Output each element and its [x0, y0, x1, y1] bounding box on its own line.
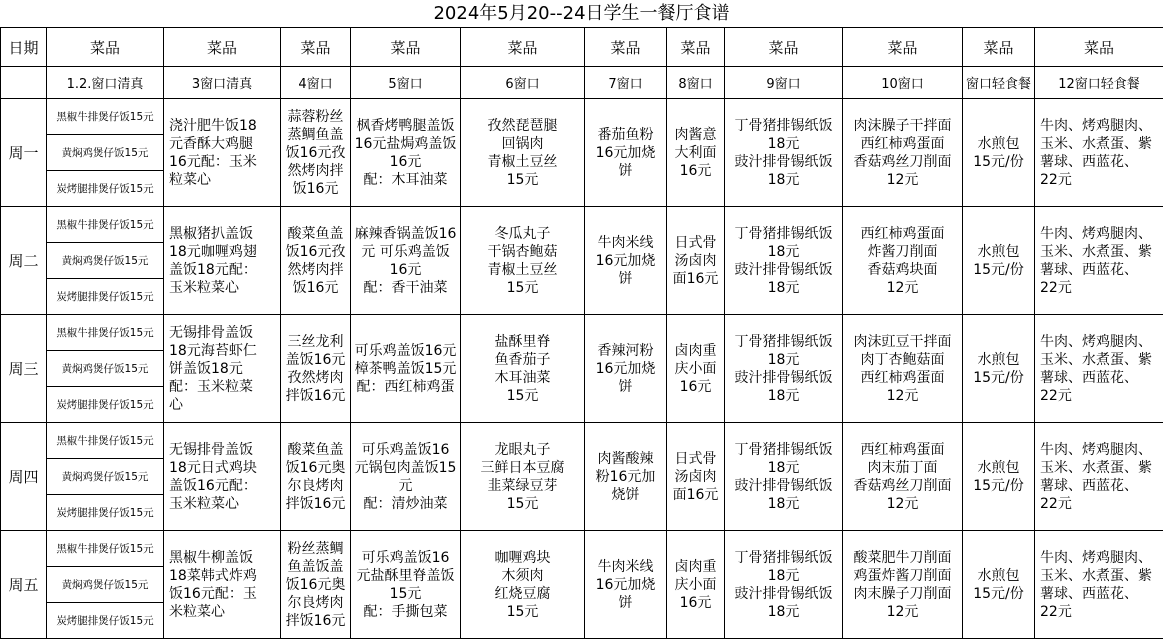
fixed-item: 黑椒牛排煲仔饭15元 — [47, 531, 164, 567]
dish-cell: 水煎包 15元/份 — [963, 423, 1035, 531]
dish-cell: 无锡排骨盖饭 18元海苔虾仁 饼盖饭18元 配：玉米粒菜 心 — [164, 315, 281, 423]
dish-cell: 牛肉、烤鸡腿肉、 玉米、水煮蛋、紫 薯球、西蓝花、 22元 — [1035, 423, 1163, 531]
column-header: 菜品 — [725, 28, 843, 67]
column-header: 菜品 — [963, 28, 1035, 67]
dish-cell: 蒜蓉粉丝 蒸鲷鱼盖 饭16元孜 然烤肉拌 饭16元 — [281, 99, 351, 207]
fixed-item: 炭烤腿排煲仔饭15元 — [47, 279, 164, 315]
window-label: 窗口轻食餐 — [963, 67, 1035, 99]
column-header: 菜品 — [843, 28, 963, 67]
table-row — [1, 423, 1163, 459]
dish-cell: 日式骨 汤卤肉 面16元 — [667, 423, 725, 531]
window-label: 7窗口 — [585, 67, 667, 99]
table-row — [1, 207, 1163, 243]
fixed-item: 黑椒牛排煲仔饭15元 — [47, 423, 164, 459]
window-label: 10窗口 — [843, 67, 963, 99]
dish-cell: 可乐鸡盖饭16 元盐酥里脊盖饭 15元 配：手撕包菜 — [351, 531, 461, 639]
column-header: 菜品 — [667, 28, 725, 67]
table-row — [1, 99, 1163, 135]
fixed-item: 黑椒牛排煲仔饭15元 — [47, 207, 164, 243]
column-header: 菜品 — [1035, 28, 1163, 67]
column-header: 菜品 — [585, 28, 667, 67]
page-title: 2024年5月20--24日学生一餐厅食谱 — [0, 2, 1163, 26]
fixed-item: 黑椒牛排煲仔饭15元 — [47, 99, 164, 135]
dish-cell: 卤肉重 庆小面 16元 — [667, 315, 725, 423]
dish-cell: 丁骨猪排锡纸饭 18元 豉汁排骨锡纸饭 18元 — [725, 99, 843, 207]
day-label: 周五 — [1, 531, 47, 639]
window-label: 9窗口 — [725, 67, 843, 99]
day-label: 周一 — [1, 99, 47, 207]
fixed-item: 黄焖鸡煲仔饭15元 — [47, 567, 164, 603]
dish-cell: 粉丝蒸鲷 鱼盖饭盖 饭16元奥 尔良烤肉 拌饭16元 — [281, 531, 351, 639]
dish-cell: 西红柿鸡蛋面 肉末茄丁面 香菇鸡丝刀削面 12元 — [843, 423, 963, 531]
fixed-item: 炭烤腿排煲仔饭15元 — [47, 603, 164, 639]
dish-cell: 可乐鸡盖饭16 元锅包肉盖饭15 元 配：清炒油菜 — [351, 423, 461, 531]
fixed-item: 炭烤腿排煲仔饭15元 — [47, 387, 164, 423]
dish-cell: 牛肉米线 16元加烧 饼 — [585, 531, 667, 639]
dish-cell: 肉沫臊子干拌面 西红柿鸡蛋面 香菇鸡丝刀削面 12元 — [843, 99, 963, 207]
dish-cell: 枫香烤鸭腿盖饭 16元盐焗鸡盖饭 16元 配：木耳油菜 — [351, 99, 461, 207]
window-label: 8窗口 — [667, 67, 725, 99]
fixed-item: 黄焖鸡煲仔饭15元 — [47, 135, 164, 171]
column-header: 日期 — [1, 28, 47, 67]
table-row — [1, 315, 1163, 351]
header-row — [1, 28, 1163, 67]
day-label: 周三 — [1, 315, 47, 423]
dish-cell: 酸菜肥牛刀削面 鸡蛋炸酱刀削面 肉末臊子刀削面 12元 — [843, 531, 963, 639]
dish-cell: 酸菜鱼盖 饭16元孜 然烤肉拌 饭16元 — [281, 207, 351, 315]
dish-cell: 肉酱意 大利面 16元 — [667, 99, 725, 207]
fixed-item: 黄焖鸡煲仔饭15元 — [47, 351, 164, 387]
dish-cell: 牛肉、烤鸡腿肉、 玉米、水煮蛋、紫 薯球、西蓝花、 22元 — [1035, 99, 1163, 207]
dish-cell: 丁骨猪排锡纸饭 18元 豉汁排骨锡纸饭 18元 — [725, 531, 843, 639]
dish-cell: 水煎包 15元/份 — [963, 207, 1035, 315]
dish-cell: 卤肉重 庆小面 16元 — [667, 531, 725, 639]
dish-cell: 三丝龙利 盖饭16元 孜然烤肉 拌饭16元 — [281, 315, 351, 423]
window-label: 6窗口 — [461, 67, 585, 99]
dish-cell: 咖喱鸡块 木须肉 红烧豆腐 15元 — [461, 531, 585, 639]
dish-cell: 西红柿鸡蛋面 炸酱刀削面 香菇鸡块面 12元 — [843, 207, 963, 315]
column-header: 菜品 — [164, 28, 281, 67]
column-header: 菜品 — [461, 28, 585, 67]
dish-cell: 无锡排骨盖饭 18元日式鸡块 盖饭16元配： 玉米粒菜心 — [164, 423, 281, 531]
dish-cell: 黑椒牛柳盖饭 18菜韩式炸鸡 饭16元配：玉 米粒菜心 — [164, 531, 281, 639]
dish-cell: 牛肉、烤鸡腿肉、 玉米、水煮蛋、紫 薯球、西蓝花、 22元 — [1035, 207, 1163, 315]
dish-cell: 水煎包 15元/份 — [963, 531, 1035, 639]
dish-cell: 龙眼丸子 三鲜日本豆腐 韭菜绿豆芽 15元 — [461, 423, 585, 531]
fixed-item: 炭烤腿排煲仔饭15元 — [47, 171, 164, 207]
dish-cell: 水煎包 15元/份 — [963, 315, 1035, 423]
column-header: 菜品 — [351, 28, 461, 67]
dish-cell: 牛肉米线 16元加烧 饼 — [585, 207, 667, 315]
dish-cell: 黑椒猪扒盖饭 18元咖喱鸡翅 盖饭18元配： 玉米粒菜心 — [164, 207, 281, 315]
dish-cell: 丁骨猪排锡纸饭 18元 豉汁排骨锡纸饭 18元 — [725, 315, 843, 423]
menu-table — [0, 27, 1163, 639]
day-label: 周二 — [1, 207, 47, 315]
day-label: 周四 — [1, 423, 47, 531]
dish-cell: 冬瓜丸子 干锅杏鲍菇 青椒土豆丝 15元 — [461, 207, 585, 315]
column-header: 菜品 — [47, 28, 164, 67]
dish-cell: 肉酱酸辣 粉16元加 烧饼 — [585, 423, 667, 531]
dish-cell: 牛肉、烤鸡腿肉、 玉米、水煮蛋、紫 薯球、西蓝花、 22元 — [1035, 315, 1163, 423]
dish-cell: 番茄鱼粉 16元加烧 饼 — [585, 99, 667, 207]
window-row — [1, 67, 1163, 99]
fixed-item: 炭烤腿排煲仔饭15元 — [47, 495, 164, 531]
dish-cell: 麻辣香锅盖饭16 元 可乐鸡盖饭 16元 配：香干油菜 — [351, 207, 461, 315]
column-header: 菜品 — [281, 28, 351, 67]
fixed-item: 黑椒牛排煲仔饭15元 — [47, 315, 164, 351]
window-label: 3窗口清真 — [164, 67, 281, 99]
dish-cell: 孜然琵琶腿 回锅肉 青椒土豆丝 15元 — [461, 99, 585, 207]
dish-cell: 日式骨 汤卤肉 面16元 — [667, 207, 725, 315]
dish-cell: 可乐鸡盖饭16元 樟茶鸭盖饭15元 配：西红柿鸡蛋 — [351, 315, 461, 423]
dish-cell: 丁骨猪排锡纸饭 18元 豉汁排骨锡纸饭 18元 — [725, 423, 843, 531]
dish-cell: 盐酥里脊 鱼香茄子 木耳油菜 15元 — [461, 315, 585, 423]
dish-cell: 丁骨猪排锡纸饭 18元 豉汁排骨锡纸饭 18元 — [725, 207, 843, 315]
table-row — [1, 531, 1163, 567]
fixed-item: 黄焖鸡煲仔饭15元 — [47, 243, 164, 279]
window-label: 4窗口 — [281, 67, 351, 99]
dish-cell: 香辣河粉 16元加烧 饼 — [585, 315, 667, 423]
date-spacer-cell — [1, 67, 47, 99]
dish-cell: 水煎包 15元/份 — [963, 99, 1035, 207]
menu-body — [1, 99, 1163, 639]
dish-cell: 浇汁肥牛饭18 元香酥大鸡腿 16元配：玉米 粒菜心 — [164, 99, 281, 207]
dish-cell: 肉沫豇豆干拌面 肉丁杏鲍菇面 西红柿鸡蛋面 12元 — [843, 315, 963, 423]
window-label: 5窗口 — [351, 67, 461, 99]
window-label: 12窗口轻食餐 — [1035, 67, 1163, 99]
window-label: 1.2.窗口清真 — [47, 67, 164, 99]
dish-cell: 牛肉、烤鸡腿肉、 玉米、水煮蛋、紫 薯球、西蓝花、 22元 — [1035, 531, 1163, 639]
dish-cell: 酸菜鱼盖 饭16元奥 尔良烤肉 拌饭16元 — [281, 423, 351, 531]
fixed-item: 黄焖鸡煲仔饭15元 — [47, 459, 164, 495]
